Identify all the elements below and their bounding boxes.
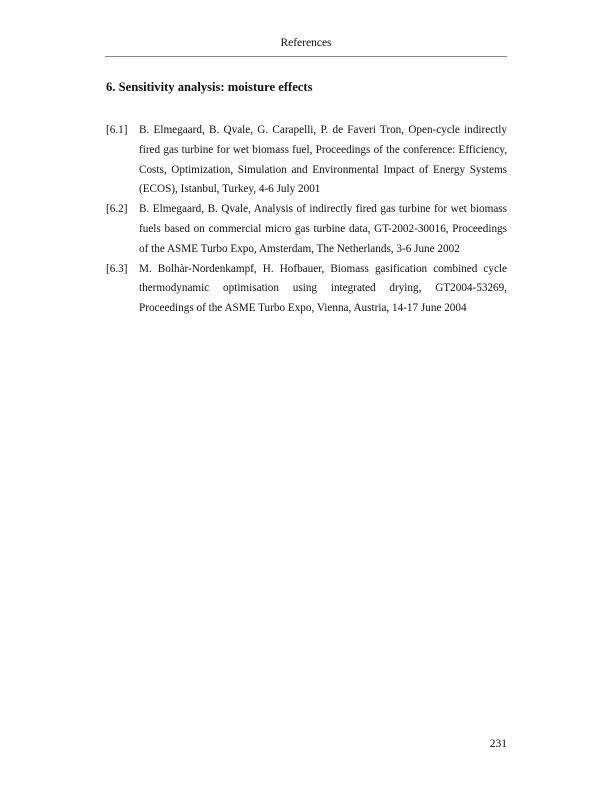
reference-label: [6.3] bbox=[106, 262, 128, 275]
reference-item bbox=[106, 260, 507, 319]
section-heading: 6. Sensitivity analysis: moisture effects bbox=[106, 80, 313, 94]
reference-item bbox=[106, 200, 507, 259]
reference-label: [6.2] bbox=[106, 203, 128, 216]
running-header: References bbox=[280, 37, 332, 49]
reference-text: B. Elmegaard, B. Qvale, G. Carapelli, P. de Faveri Tron, Open-cycle indirectly fired gas turbine for wet biomass fuel, Proceedings of the conference: Efficiency, Costs, Optimization, Simulation and Environmental Impact of Energy Systems (ECOS), Istanbul, Turkey, 4-6 July 2001 bbox=[139, 124, 507, 196]
reference-label: [6.1] bbox=[106, 124, 128, 136]
page-number: 231 bbox=[489, 738, 507, 750]
reference-text: B. Elmegaard, B. Qvale, Analysis of indirectly fired gas turbine for wet biomass fuels based on commercial micro gas turbine data, GT-2002-30016, Proceedings of the ASME Turbo Expo, Amsterdam, The Netherlands, 3-6 June 2002 bbox=[139, 203, 507, 255]
reference-item bbox=[106, 121, 507, 200]
header-rule bbox=[105, 56, 507, 57]
reference-text: M. Bolhàr-Nordenkampf, H. Hofbauer, Biomass gasification combined cycle thermodynamic optimisation using integrated drying, GT2004-53269, Proceedings of the ASME Turbo Expo, Vienna, Austria, 14-17 June 2004 bbox=[139, 262, 507, 315]
reference-list bbox=[106, 121, 507, 319]
